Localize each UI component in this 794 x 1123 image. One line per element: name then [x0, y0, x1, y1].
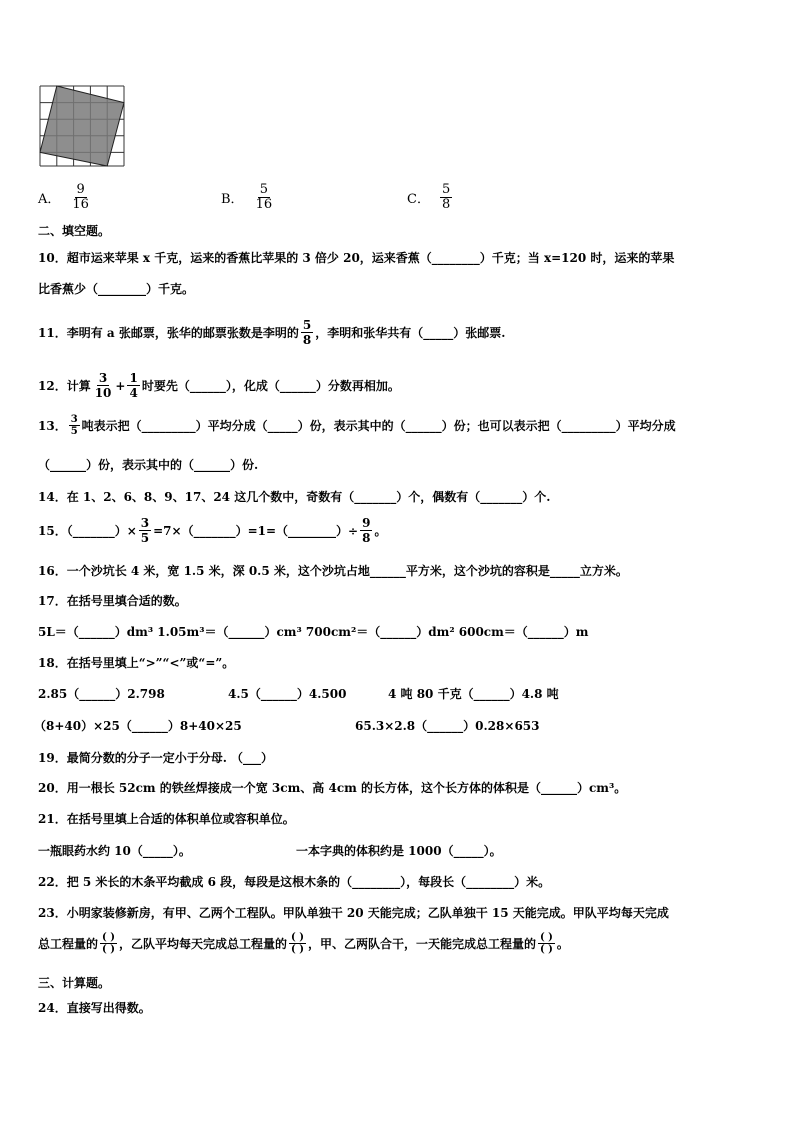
q23-p2: ，乙队平均每天完成总工程量的: [118, 936, 287, 951]
q11-num: 5: [302, 318, 312, 332]
q10-line2: 比香蕉少（________）千克。: [38, 282, 195, 296]
option-c-label: C．: [407, 192, 430, 207]
q23-blank3-num: ( ): [539, 932, 553, 943]
q18-r1-b: 4.5（______）4.500: [228, 687, 347, 701]
option-b[interactable]: [221, 183, 276, 212]
q24: 24．直接写出得数。: [38, 1001, 151, 1015]
grid-figure: [38, 84, 130, 168]
q18-r1-c: 4 吨 80 千克（______）4.8 吨: [388, 687, 559, 701]
q12-num1: 3: [98, 371, 108, 385]
section-2-heading: 二、填空题。: [38, 224, 111, 238]
q12-plus: +: [115, 378, 126, 393]
option-c-num: 5: [441, 182, 451, 197]
option-c-den: 8: [441, 197, 451, 212]
q21-line1: 21．在括号里填上合适的体积单位或容积单位。: [38, 812, 295, 826]
q18-line1: 18．在括号里填上“>”“<”或“=”。: [38, 656, 235, 670]
q23-blank2-num: ( ): [290, 932, 304, 943]
q15-pre: 15．（_______）×: [38, 523, 137, 538]
q23-line1: 23．小明家装修新房，有甲、乙两个工程队。甲队单独干 20 天能完成；乙队单独干 15 天能完成。甲队平均每天完成: [38, 906, 669, 920]
q19: 19．最简分数的分子一定小于分母. （___）: [38, 751, 274, 765]
q13-line1: [38, 414, 676, 437]
q15-num2: 9: [362, 516, 371, 530]
q10-line1: 10．超市运来苹果 x 千克，运来的香蕉比苹果的 3 倍少 20，运来香蕉（________）千克；当 x=120 时，运来的苹果: [38, 251, 675, 265]
q16: 16．一个沙坑长 4 米，宽 1.5 米，深 0.5 米，这个沙坑占地______平方米，这个沙坑的容积是_____立方米。: [38, 564, 628, 578]
option-a[interactable]: [38, 183, 93, 212]
q23-line2: [38, 932, 569, 955]
q17-line2: 5L＝（______）dm³ 1.05m³＝（______）cm³ 700cm²＝（______）dm² 600cm＝（______）m: [38, 625, 589, 639]
q14: 14．在 1、2、6、8、9、17、24 这几个数中，奇数有（_______）个，偶数有（_______）个.: [38, 490, 551, 504]
q20: 20．用一根长 52cm 的铁丝焊接成一个宽 3cm、高 4cm 的长方体，这个长方体的体积是（______）cm³。: [38, 781, 627, 795]
q11: [38, 318, 505, 347]
q23-p1: 总工程量的: [38, 936, 99, 951]
option-a-label: A．: [38, 192, 61, 207]
q23-blank1-den: ( ): [102, 944, 115, 955]
option-a-num: 9: [76, 182, 85, 197]
q23-blank1-num: ( ): [102, 932, 115, 943]
q12-den1: 10: [94, 386, 112, 400]
q15: [38, 516, 386, 545]
q23-p4: 。: [556, 936, 569, 951]
option-b-label: B．: [221, 192, 244, 207]
q21-b: 一本字典的体积约是 1000（_____）。: [296, 844, 502, 858]
q15-den2: 8: [362, 531, 371, 545]
q11-den: 8: [302, 333, 312, 347]
q13-pre: 13．: [38, 418, 67, 433]
q13-num: 3: [70, 414, 78, 425]
option-b-num: 5: [259, 182, 268, 197]
q21-a: 一瓶眼药水约 10（_____）。: [38, 844, 191, 858]
q23-blank2-den: ( ): [290, 944, 304, 955]
q15-den1: 5: [140, 531, 150, 545]
q13-den: 5: [70, 426, 78, 437]
q15-mid: =7×（_______）=1=（________）÷: [153, 523, 359, 538]
q23-blank3-den: ( ): [539, 944, 553, 955]
q18-r1-a: 2.85（______）2.798: [38, 687, 165, 701]
option-a-den: 16: [72, 197, 89, 212]
q12: [38, 371, 400, 400]
q11-post: ，李明和张华共有（_____）张邮票.: [315, 325, 506, 340]
tilted-square: [40, 86, 124, 166]
option-b-den: 16: [255, 197, 273, 212]
q18-r2-a: （8+40）×25（______）8+40×25: [34, 719, 242, 733]
section-3-heading: 三、计算题。: [38, 976, 111, 990]
q15-num1: 3: [140, 516, 150, 530]
q11-pre: 11．李明有 a 张邮票，张华的邮票张数是李明的: [38, 325, 299, 340]
q15-post: 。: [374, 523, 387, 538]
q18-r2-b: 65.3×2.8（______）0.28×653: [355, 719, 540, 733]
q12-pre: 12．计算: [38, 378, 91, 393]
q13-text: 吨表示把（_________）平均分成（_____）份，表示其中的（______）份；也可以表示把（_________）平均分成: [81, 418, 676, 433]
q23-p3: ，甲、乙两队合干，一天能完成总工程量的: [307, 936, 536, 951]
q12-num2: 1: [129, 371, 138, 385]
q12-den2: 4: [129, 386, 138, 400]
option-c[interactable]: [407, 183, 454, 212]
q22: 22．把 5 米长的木条平均截成 6 段，每段是这根木条的（________），每段长（________）米。: [38, 875, 551, 889]
q17-line1: 17．在括号里填合适的数。: [38, 594, 187, 608]
q12-post: 时要先（______），化成（______）分数再相加。: [141, 378, 400, 393]
q13-line2: （______）份，表示其中的（______）份.: [38, 458, 259, 472]
